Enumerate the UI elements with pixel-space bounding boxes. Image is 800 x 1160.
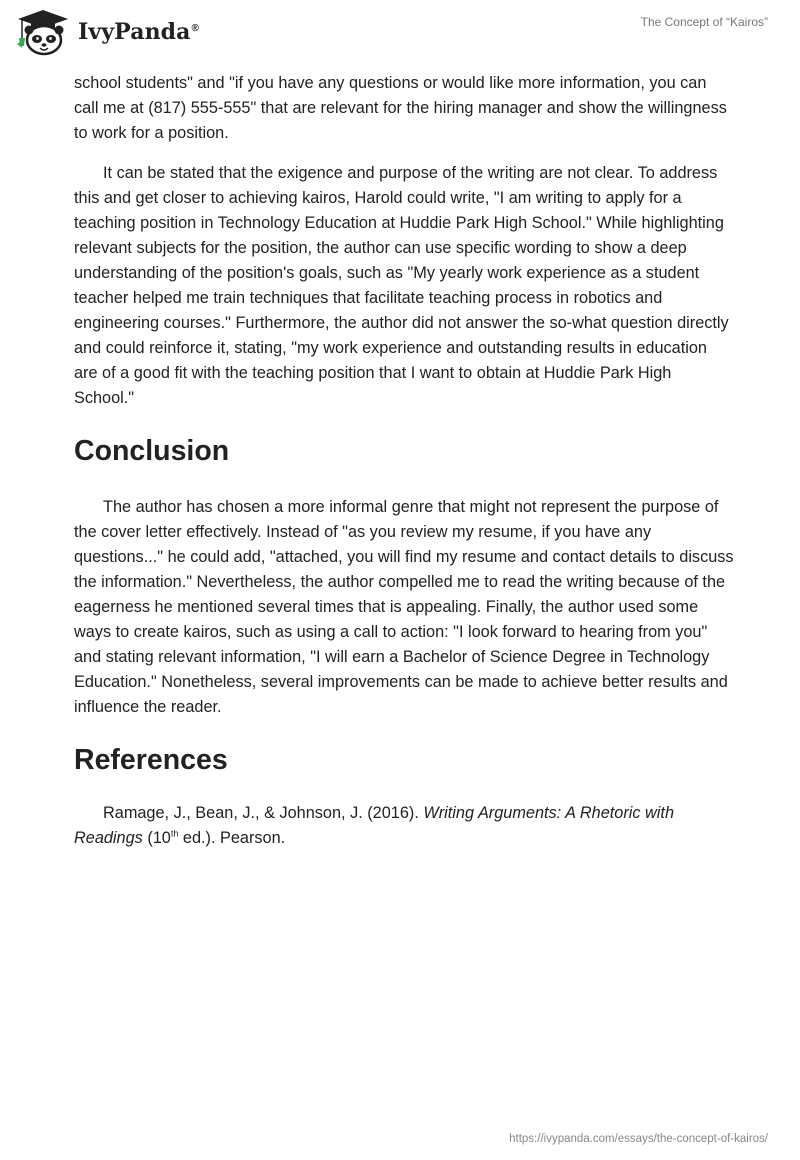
conclusion-heading: Conclusion (74, 435, 230, 467)
paragraph-conclusion: The author has chosen a more informal genre that might not represent the purpose of the cover letter effectively. Instead of "as you review my resume, if you have any questions..." he could add, "attached, you will find my resume and contact details to discuss the information." Nevertheless, the author compelled me to read the writing because of the eagerness he mentioned several times that is appealing. Finally, the author used some ways to create kairos, such as using a call to action: "I look forward to hearing from you" and stating relevant information, "I will earn a Bachelor of Science Degree in Technology Education." Nonetheless, several improvements can be made to achieve better results and influence the reader. (74, 498, 734, 716)
ivypanda-logo[interactable] (14, 8, 199, 56)
footer-url[interactable]: https://ivypanda.com/essays/the-concept-of-kairos/ (509, 1133, 768, 1145)
reference-authors: Ramage, J., Bean, J., & Johnson, J. (2016). (103, 804, 424, 822)
reference-entry (74, 801, 734, 851)
panda-graduate-icon (14, 8, 72, 56)
paragraph-continued: school students" and "if you have any questions or would like more information, you can call me at (817) 555-555" that are relevant for the hiring manager and show the willingness to work for a position. (74, 74, 727, 142)
reference-edition-pre: (10 (142, 829, 171, 847)
reference-edition-post: ed.). Pearson. (178, 829, 286, 847)
page-header (0, 0, 800, 64)
paragraph-exigence: It can be stated that the exigence and purpose of the writing are not clear. To address this and get closer to achieving kairos, Harold could write, "I am writing to apply for a teaching position in Technology Education at Huddie Park High School." While highlighting relevant subjects for the position, the author can use specific wording to show a deep understanding of the position's goals, such as "My yearly work experience as a student teacher helped me train techniques that facilitate teaching process in robotics and engineering courses." Furthermore, the author did not answer the so-what question directly and could reinforce it, stating, "my work experience and outstanding results in education are of a good fit with the teaching position that I want to obtain at Huddie Park High School." (74, 164, 729, 407)
reference-title: Writing Arguments: A Rhetoric with Readings (74, 804, 675, 847)
logo-wordmark: IvyPanda® (78, 19, 199, 45)
reference-edition-sup: th (170, 828, 179, 839)
document-title: The Concept of “Kairos” (640, 15, 768, 29)
essay-body (74, 71, 734, 851)
references-heading: References (74, 744, 228, 776)
